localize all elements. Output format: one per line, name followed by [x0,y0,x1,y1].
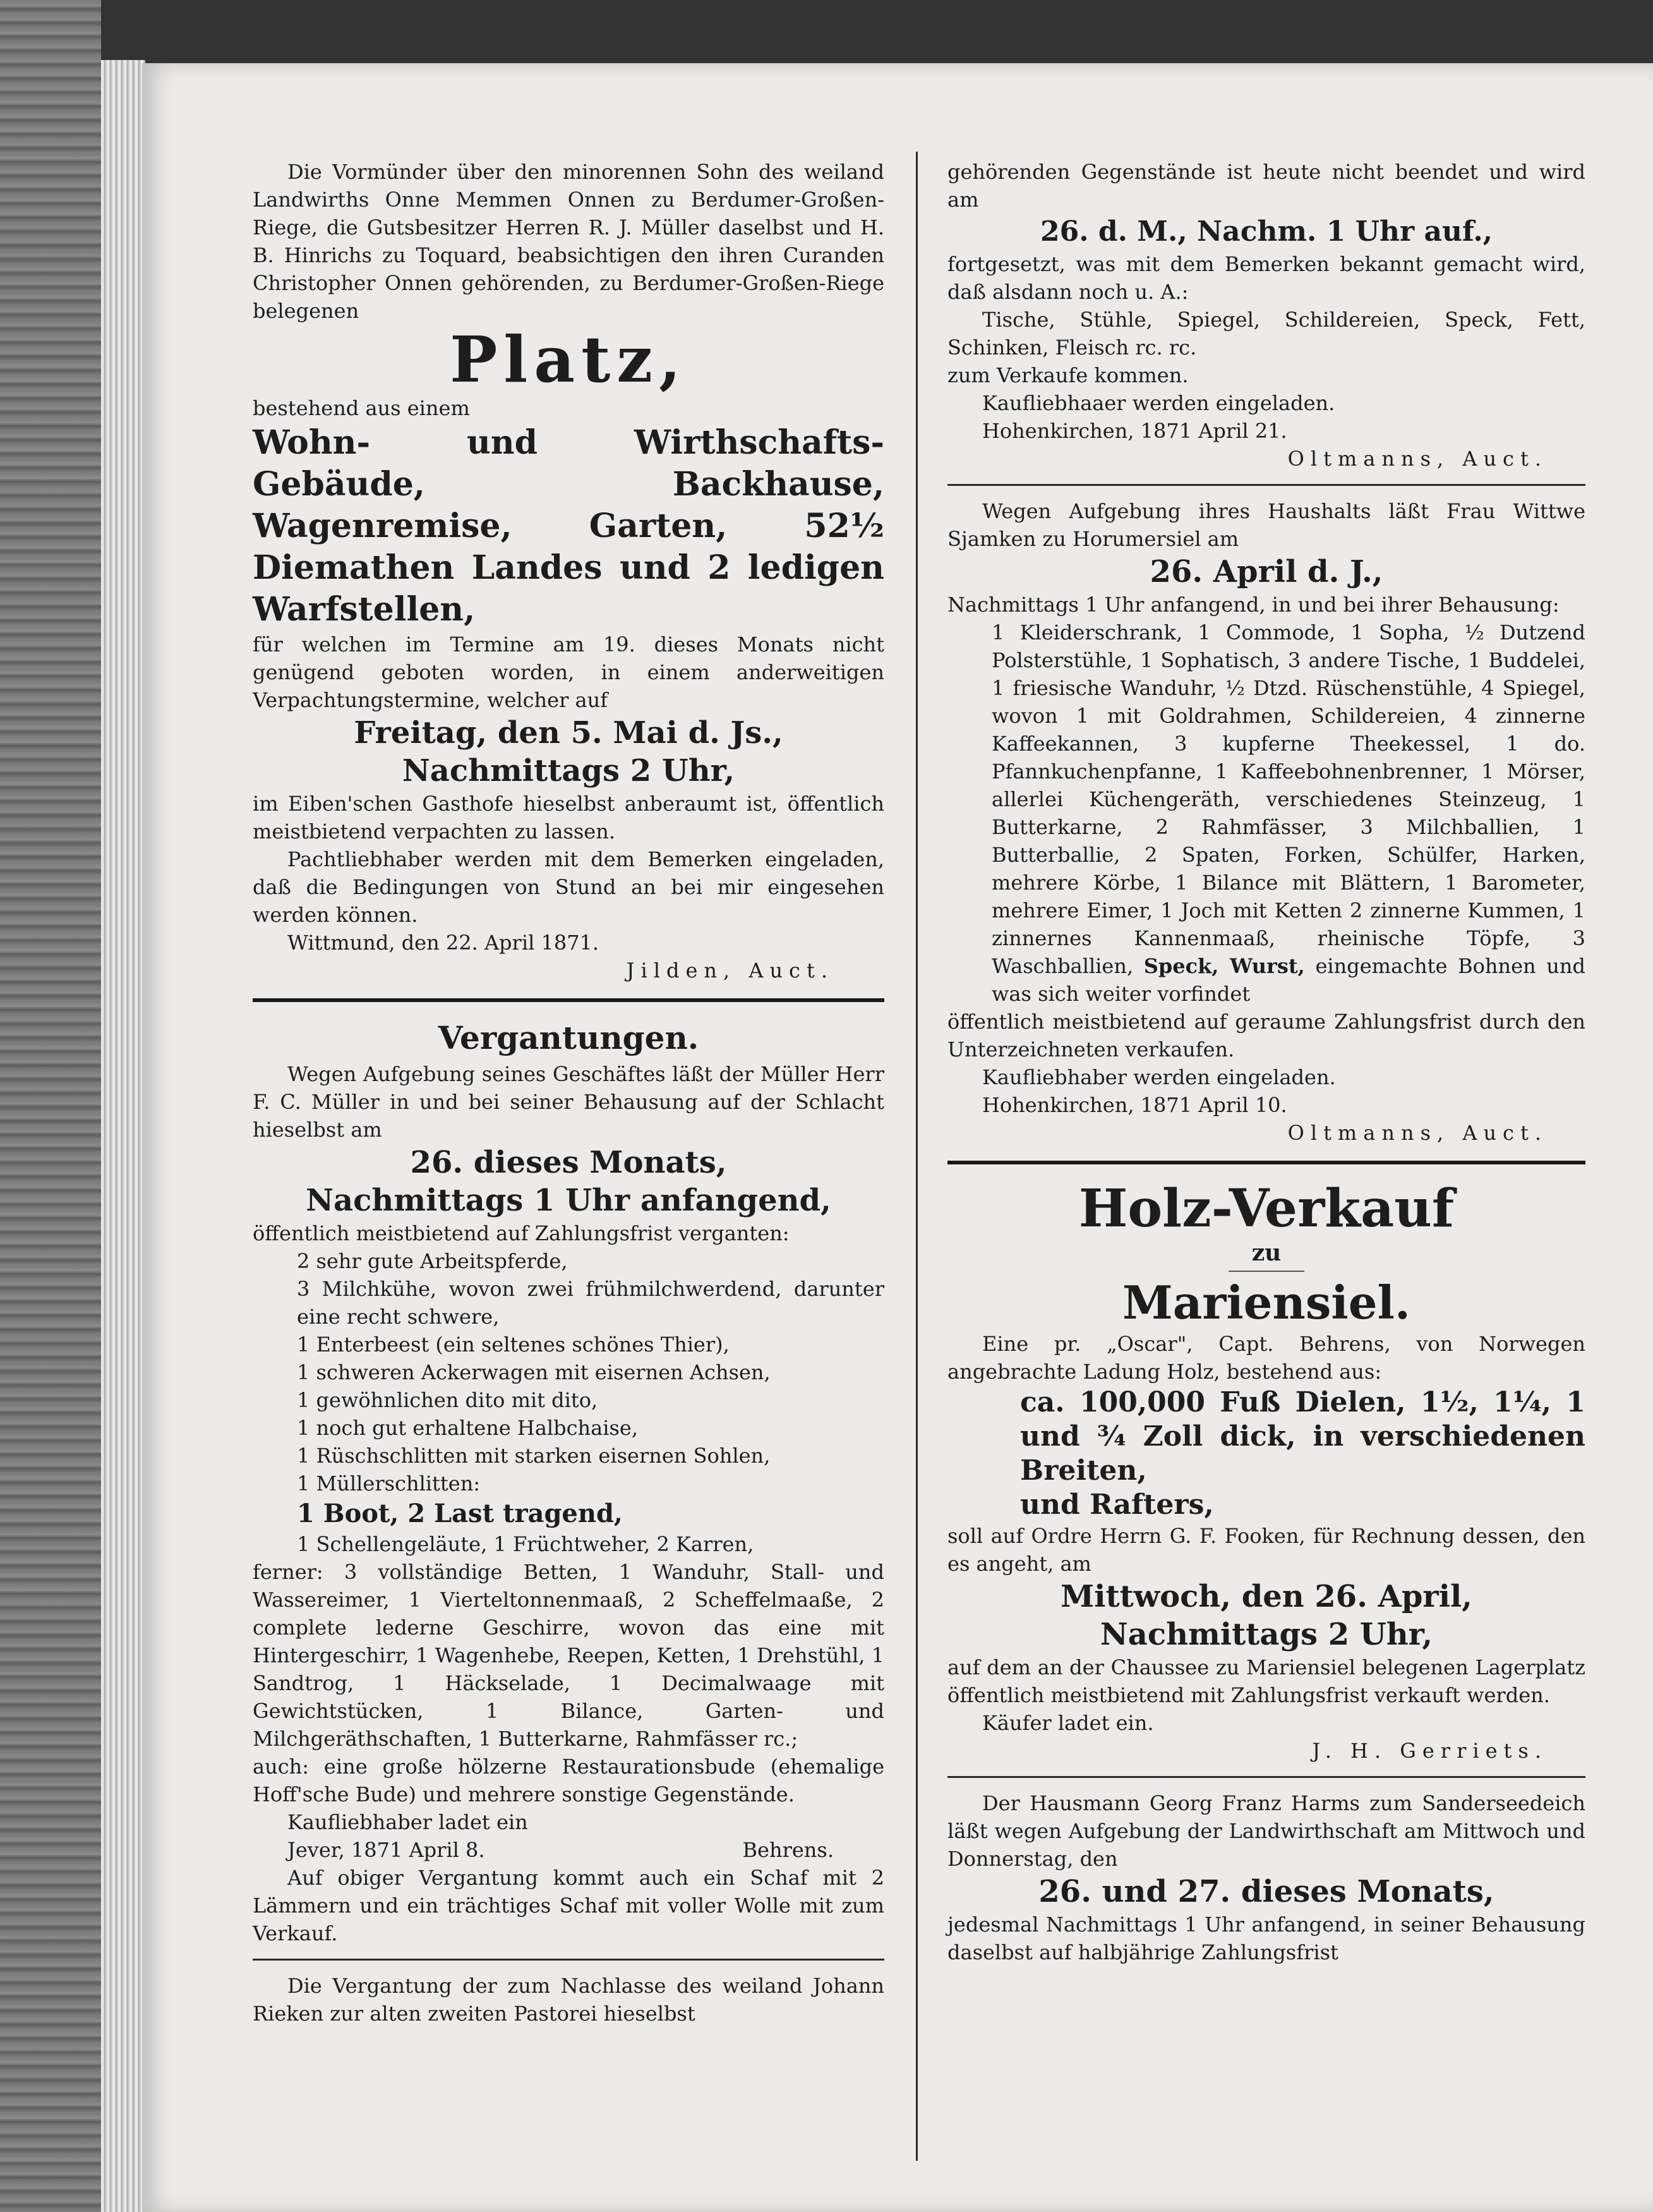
section-rule [947,1161,1585,1164]
holz-wood: ca. 100,000 Fuß Dielen, 1½, 1¼, 1 und ¾ Zoll dick, in verschiedenen Breiten, [1020,1386,1585,1487]
notice-date-line1: Freitag, den 5. Mai d. Js., [354,715,783,751]
notice-term: für welchen im Termine am 19. dieses Monats nicht genügend geboten worden, in einem anderweitigen Verpachtungstermine, welcher auf [253,632,884,712]
vergantungen-ferner: ferner: 3 vollständige Betten, 1 Wanduhr, Stall- und Wassereimer, 1 Vierteltonnenmaaß, 2 Scheffelmaaße, 2 complete lederne Geschirre, wovon das eine mit Hintergeschirr, 1 Wagenhebe, Reepen, Ketten, 1 Drehstühl, 1 Sandtrog, 1 Häckselade, 1 Decimalwaage mit Gewichtstücken, 1 Bilance, Garten- und Milchgeräthschaften, 1 Butterkarne, Rahmfässer rc.; [253,1560,884,1751]
harms-intro: Der Hausmann Georg Franz Harms zum Sanderseedeich läßt wegen Aufgebung der Landwirthschaft am Mittwoch und Donnerstag, den [947,1791,1585,1871]
left-column [253,158,884,2028]
notice-vergantungen [253,1016,884,1947]
vergantungen-auch: auch: eine große hölzerne Restaurationsbude (ehemalige Hoff'sche Bude) und mehrere sonstige Gegenstände. [253,1755,884,1806]
notice-building: Wohn- und Wirthschafts-Gebäude, Backhause, Wagenremise, Garten, 52½ Diemathen Landes und 2 ledigen Warfstellen, [253,423,884,629]
holz-location: auf dem an der Chaussee zu Mariensiel belegenen Lagerplatz öffentlich meistbietend mit Zahlungsfrist verkauft werden. [947,1655,1585,1707]
vergantungen-items [253,1247,884,1497]
continuation-signature: Oltmanns, Auct. [1287,447,1548,471]
list-item: 1 noch gut erhaltene Halbchaise, [297,1416,638,1440]
continuation-date-line: 26. d. M., Nachm. 1 Uhr auf., [1040,215,1493,248]
vergantungen-date-line2: Nachmittags 1 Uhr anfangend, [306,1183,831,1218]
continuation-invite: Kaufliebhaaer werden eingeladen. [982,391,1335,415]
list-item: 1 schweren Ackerwagen mit eisernen Achsen, [297,1360,771,1384]
vergantungen-invite: Kaufliebhaber ladet ein [287,1810,528,1834]
column-divider [916,152,918,2161]
sjamken-bold-items: Speck, Wurst, [1143,954,1305,978]
holz-title: Holz-Verkauf [1078,1178,1455,1239]
list-item: 1 Enterbeest (ein seltenes schönes Thier), [297,1333,730,1357]
notice-location: im Eiben'schen Gasthofe hieselbst anberaumt ist, öffentlich meistbietend verpachten zu lassen. [253,792,884,843]
continuation-text: gehörenden Gegenstände ist heute nicht beendet und wird am [947,160,1585,212]
sjamken-items: 1 Kleiderschrank, 1 Commode, 1 Sopha, ½ Dutzend Polsterstühle, 1 Sophatisch, 3 andere Tische, 1 Buddelei, 1 friesische Wanduhr, ½ Dtzd. Rüschenstühle, 4 Spiegel, wovon 1 mit Goldrahmen, Schildereien, 4 zinnerne Kaffeekannen, 3 kupferne Theekessel, 1 do. Pfannkuchenpfanne, 1 Kaffeebohnenbrenner, 1 Mörser, allerlei Küchengeräth, verschiedenes Steinzeug, 1 Butterkarne, 2 Rahmfässer, 3 Milchballien, 1 Butterballie, 2 Spaten, Forken, Schülfer, Harken, mehrere Körbe, 1 Bilance mit Blättern, 1 Barometer, mehrere Eimer, 1 Joch mit Ketten 2 zinnerne Kummen, 1 zinnernes Kannenmaaß, rheinische Töpfe, 3 Waschballien, [992,620,1585,978]
vergantungen-heading: Vergantungen. [438,1019,699,1056]
continuation-place-date: Hohenkirchen, 1871 April 21. [982,419,1287,443]
holz-invite: Käufer ladet ein. [982,1711,1154,1735]
harms-date-line: 26. und 27. dieses Monats, [1038,1874,1494,1909]
notice-date-line2: Nachmittags 2 Uhr, [402,753,735,789]
list-item: 1 Rüschschlitten mit starken eisernen Sohlen, [297,1444,771,1468]
notice-sjamken [947,497,1585,1147]
holz-zu: zu [1251,1240,1282,1266]
pastorei-text: Die Vergantung der zum Nachlasse des weiland Johann Rieken zur alten zweiten Pastorei hieselbst [253,1974,884,2026]
notice-headline-platz: Platz, [450,322,687,397]
newspaper-page [142,63,1653,2212]
vergantungen-lead: öffentlich meistbietend auf Zahlungsfrist verganten: [253,1221,790,1245]
vergantungen-intro: Wegen Aufgebung seines Geschäftes läßt der Müller Herr F. C. Müller in und bei seiner Behausung auf der Schlacht hieselbst am [253,1062,884,1142]
holz-place: Mariensiel. [1122,1276,1410,1329]
notice-place-date: Wittmund, den 22. April 1871. [287,931,599,955]
notice-signature: Jilden, Auct. [626,958,834,982]
vergantungen-date-line1: 26. dieses Monats, [410,1145,727,1180]
sjamken-invite: Kaufliebhaber werden eingeladen. [982,1065,1336,1089]
page-edge-stack [101,60,145,2212]
vergantungen-postscript: Auf obiger Vergantung kommt auch ein Schaf mit 2 Lämmern und ein trächtiges Schaf mit voller Wolle mit zum Verkauf. [253,1866,884,1945]
sjamken-items-block [947,619,1585,1008]
sjamken-items-end: eingemachte Bohnen und was sich weiter vorfindet [992,954,1585,1006]
vergantungen-boat: 1 Boot, 2 Last tragend, [297,1499,623,1528]
sjamken-sale: öffentlich meistbietend auf geraume Zahlungsfrist durch den Unterzeichneten verkaufen. [947,1010,1585,1061]
notice-harms [947,1789,1585,1966]
holz-rafters: und Rafters, [1020,1489,1214,1521]
continuation-after: fortgesetzt, was mit dem Bemerken bekannt gemacht wird, daß alsdann noch u. A.: [947,252,1585,304]
list-item: 3 Milchkühe, wovon zwei frühmilchwerdend, darunter eine recht schwere, [297,1277,884,1329]
list-item: 1 gewöhnlichen dito mit dito, [297,1388,598,1412]
section-rule [253,998,884,1002]
sjamken-place-date: Hohenkirchen, 1871 April 10. [982,1093,1287,1117]
section-rule [947,484,1585,486]
list-item: 1 Müllerschlitten: [297,1472,481,1496]
vergantungen-place-date: Jever, 1871 April 8. [287,1838,485,1862]
holz-order: soll auf Ordre Herrn G. F. Fooken, für Rechnung dessen, den es angeht, am [947,1524,1585,1576]
sjamken-signature: Oltmanns, Auct. [1287,1121,1548,1145]
holz-signature: J. H. Gerriets. [1312,1739,1548,1763]
section-rule [253,1959,884,1961]
list-item: 2 sehr gute Arbeitspferde, [297,1249,568,1273]
continuation-items: Tische, Stühle, Spiegel, Schildereien, Speck, Fett, Schinken, Fleisch rc. rc. [947,308,1585,360]
notice-platz [253,158,884,984]
harms-after: jedesmal Nachmittags 1 Uhr anfangend, in seiner Behausung daselbst auf halbjährige Zahlungsfrist [947,1913,1585,1964]
vergantungen-place-sign [253,1836,884,1864]
section-rule [947,1776,1585,1778]
sjamken-date-line: 26. April d. J., [1150,554,1383,589]
sjamken-after: Nachmittags 1 Uhr anfangend, in und bei ihrer Behausung: [947,593,1560,617]
short-rule [1229,1271,1304,1272]
sjamken-intro: Wegen Aufgebung ihres Haushalts läßt Frau Wittwe Sjamken zu Horumersiel am [947,499,1585,551]
right-column [947,158,1585,1966]
notice-consisting: bestehend aus einem [253,396,470,420]
vergantungen-more-items: 1 Schellengeläute, 1 Früchtweher, 2 Karren, [297,1532,754,1556]
continuation-sale: zum Verkaufe kommen. [947,363,1189,387]
holz-date-line2: Nachmittags 2 Uhr, [1100,1617,1433,1652]
notice-continuation [947,158,1585,473]
notice-holz [947,1178,1585,1765]
notice-intro: Die Vormünder über den minorennen Sohn des weiland Landwirths Onne Memmen Onnen zu Berdumer-Großen-Riege, die Gutsbesitzer Herren R. J. Müller daselbst und H. B. Hinrichs zu Toquard, beabsichtigen den ihren Curanden Christopher Onnen gehörenden, zu Berdumer-Großen-Riege belegenen [253,160,884,323]
holz-date-line1: Mittwoch, den 26. April, [1061,1579,1472,1614]
notice-invite: Pachtliebhaber werden mit dem Bemerken eingeladen, daß die Bedingungen von Stund an bei mir eingesehen werden können. [253,847,884,927]
vergantungen-signature: Behrens. [742,1838,834,1862]
book-edge-speckled [0,0,101,2212]
holz-intro: Eine pr. „Oscar", Capt. Behrens, von Norwegen angebrachte Ladung Holz, bestehend aus: [947,1332,1585,1384]
